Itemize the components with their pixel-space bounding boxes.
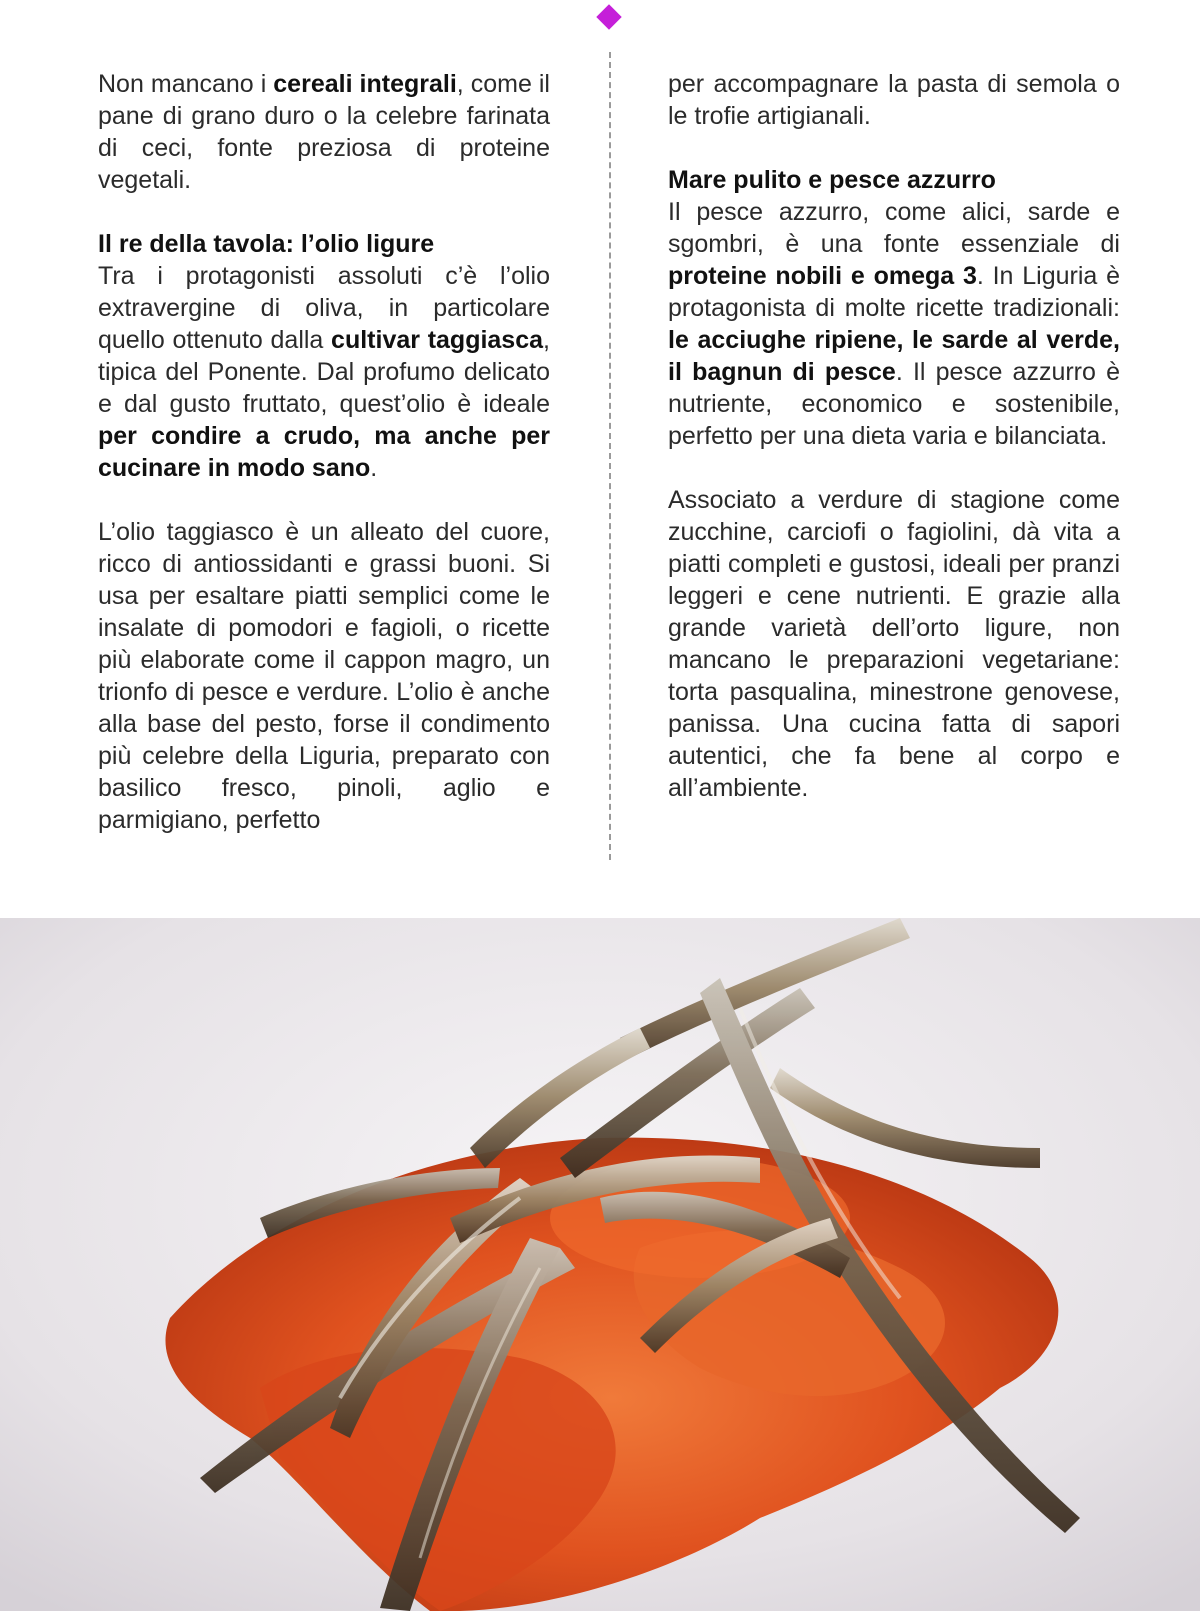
text-run: . [370, 454, 378, 482]
paragraph-pesce [668, 196, 1120, 452]
text-run: , tipica del Ponente. Dal profumo delicato e dal gusto fruttato, quest’olio è ideale [98, 326, 550, 418]
bold-run: cultivar taggiasca [331, 326, 544, 354]
heading-pesce: Mare pulito e pesce azzurro [668, 166, 996, 194]
bold-run: cereali integrali [273, 70, 457, 98]
left-text-column [98, 68, 550, 836]
right-text-column [668, 68, 1120, 804]
text-run: Il pesce azzurro, come alici, sarde e sgombri, è una fonte essenziale di [668, 198, 1120, 258]
food-illustration [0, 918, 1200, 1611]
column-divider [609, 52, 611, 860]
accent-diamond-icon [596, 4, 621, 29]
text-run: Non mancano i [98, 70, 274, 98]
text-run: . Il pesce azzurro è nutriente, economico e sostenibile, perfetto per una dieta varia e bilanciata. [668, 358, 1120, 450]
bold-run: le acciughe ripiene, le sarde al verde, il bagnun di pesce [668, 326, 1120, 386]
anchovies-dish-photo [0, 918, 1200, 1611]
heading-olio: Il re della tavola: l’olio ligure [98, 230, 435, 258]
paragraph-olio [98, 260, 550, 484]
text-run: . In Liguria è protagonista di molte ricette tradizionali: [668, 262, 1120, 322]
paragraph-continuation: per accompagnare la pasta di semola o le trofie artigianali. [668, 70, 1120, 130]
paragraph-olio-taggiasco: L’olio taggiasco è un alleato del cuore, ricco di antiossidanti e grassi buoni. Si usa per esaltare piatti semplici come le insalate di pomodori e fagioli, o ricette più elaborate come il cappon magro, un trionfo di pesce e verdure. L’olio è anche alla base del pesto, forse il condimento più celebre della Liguria, preparato con basilico fresco, pinoli, aglio e parmigiano, perfetto [98, 518, 550, 834]
paragraph-cereali [98, 68, 550, 196]
text-run: Tra i protagonisti assoluti c’è l’olio extravergine di oliva, in particolare quello ottenuto dalla [98, 262, 550, 354]
bold-run: per condire a crudo, ma anche per cucinare in modo sano [98, 422, 550, 482]
text-run: , come il pane di grano duro o la celebre farinata di ceci, fonte preziosa di proteine vegetali. [98, 70, 550, 194]
paragraph-verdure: Associato a verdure di stagione come zucchine, carciofi o fagiolini, dà vita a piatti completi e gustosi, ideali per pranzi leggeri e cene nutrienti. E grazie alla grande varietà dell’orto ligure, non mancano le preparazioni vegetariane: torta pasqualina, minestrone genovese, panissa. Una cucina fatta di sapori autentici, che fa bene al corpo e all’ambiente. [668, 486, 1120, 802]
bold-run: proteine nobili e omega 3 [668, 262, 977, 290]
